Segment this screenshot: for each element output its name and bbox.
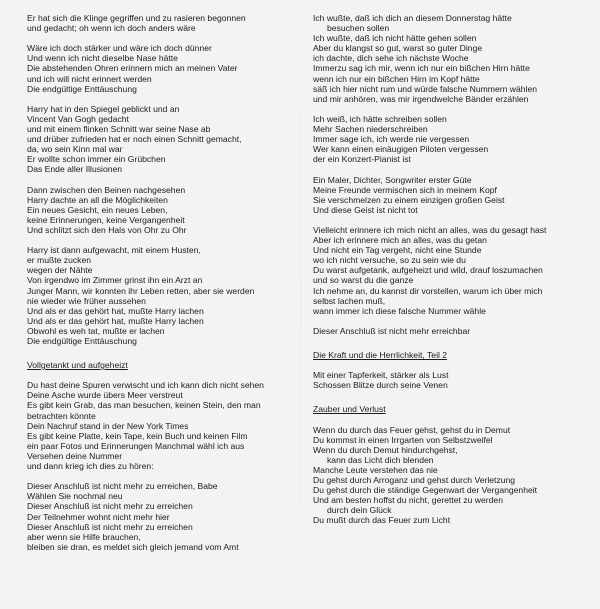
- verse-line: Die endgültige Enttäuschung: [27, 83, 137, 94]
- verse-line: wann immer ich diese falsche Nummer wähle: [313, 305, 486, 316]
- verse-line: Dieser Anschluß ist nicht mehr zu erreichen, Babe: [27, 481, 218, 492]
- verse-line: Mit einer Tapferkeit, stärker als Lust: [313, 370, 449, 381]
- verse-line: er mußte zucken: [27, 255, 91, 266]
- verse-line: Aber du klangst so gut, warst so guter Dinge: [313, 43, 483, 54]
- verse-line: Du gehst durch Arroganz und gehst durch Verletzung: [313, 475, 516, 486]
- section-body: [27, 380, 297, 552]
- verse-line: Die endgültige Enttäuschung: [27, 336, 137, 346]
- verse-line: Immerzu sag ich mir, wenn ich nur ein bißchen Hirn hätte: [313, 63, 530, 74]
- verse-line: Manche Leute verstehen das nie: [313, 464, 438, 475]
- verse-line: Es gibt keine Platte, kein Tape, kein Buch und keinen Film: [27, 430, 248, 441]
- verse-line: Wer kann einen einäugigen Piloten vergessen: [313, 144, 489, 155]
- left-column: [27, 13, 297, 552]
- verse-line: aber wenn sie Hilfe brauchen,: [27, 531, 141, 542]
- verse-line: und dann krieg ich dies zu hören:: [27, 461, 154, 472]
- verse-line: Dieser Anschluß ist nicht mehr erreichbar: [313, 325, 471, 336]
- verse-line: und so warst du die ganze: [313, 275, 414, 286]
- verse-line: Das Ende aller Illusionen: [27, 164, 123, 175]
- verse-line: Ein Maler, Dichter, Songwriter erster Güte: [313, 174, 472, 185]
- verse-line: Harry hat in den Spiegel geblickt und an: [27, 103, 180, 114]
- verse-line: Versehen deine Nummer: [27, 450, 123, 461]
- verse-line: und mir anhören, was mir irgendwelche Bänder erzählen: [313, 93, 529, 104]
- verse-line: Wäre ich doch stärker und wäre ich doch dünner: [27, 43, 212, 54]
- verse-line: Ich weiß, ich hätte schreiben sollen: [313, 113, 447, 124]
- verse-line: Der Teilnehmer wohnt nicht mehr hier: [27, 511, 170, 522]
- verse-line: Sie verschmelzen zu einem einzigen großen Geist: [313, 194, 505, 205]
- stanza: [313, 13, 588, 104]
- verse-line: und mit einem flinken Schnitt war seine Nase ab: [27, 124, 211, 135]
- verse-line: ich dachte, dich sehe ich nächste Woche: [313, 53, 469, 64]
- section-vollgetankt: [27, 360, 297, 552]
- poem-continuation: [313, 13, 588, 336]
- verse-line: und ich will nicht erinnert werden: [27, 73, 152, 84]
- verse-line: Wählen Sie nochmal neu: [27, 491, 123, 502]
- verse-line: Junger Mann, wir konnten ihr Leben retten, aber sie werden: [27, 285, 255, 296]
- verse-line: durch dein Glück: [327, 505, 392, 516]
- verse-line: Und schlitzt sich den Hals von Ohr zu Ohr: [27, 224, 187, 235]
- verse-line: wegen der Nähte: [27, 265, 93, 276]
- verse-line: Dein Nachruf stand in der New York Times: [27, 420, 189, 431]
- stanza: [27, 185, 297, 235]
- verse-line: wo ich nicht versuche, so zu sein wie du: [313, 255, 466, 266]
- verse-line: da, wo sein Kinn mal war: [27, 144, 123, 155]
- verse-line: betrachten könnte: [27, 410, 96, 421]
- section-body: [313, 425, 588, 526]
- verse-line: Dann zwischen den Beinen nachgesehen: [27, 184, 186, 195]
- verse-line: und gedacht; oh wenn ich doch anders wäre: [27, 23, 196, 34]
- verse-line: Ich wußte, daß ich nicht hätte gehen sollen: [313, 33, 477, 44]
- section-zauber: [313, 404, 588, 525]
- verse-line: Er hat sich die Klinge gegriffen und zu rasieren begonnen: [27, 13, 246, 23]
- stanza: [27, 380, 297, 471]
- verse-line: Du hast deine Spuren verwischt und ich kann dich nicht sehen: [27, 380, 264, 391]
- verse-line: Schossen Blitze durch seine Venen: [313, 380, 448, 391]
- verse-line: Und am besten hoffst du nicht, gerettet zu werden: [313, 495, 503, 506]
- verse-line: Obwohl es weh tat, mußte er lachen: [27, 325, 165, 336]
- verse-line: Harry dachte an all die Möglichkeiten: [27, 194, 168, 205]
- verse-line: Du warst aufgetank, aufgeheizt und wild, drauf loszumachen: [313, 265, 543, 276]
- verse-line: Die abstehenden Ohren erinnern mich an meinen Vater: [27, 63, 238, 74]
- verse-line: Wenn du durch Demut hindurchgehst,: [313, 444, 458, 455]
- section-kraft: [313, 350, 588, 390]
- verse-line: Wenn du durch das Feuer gehst, gehst du in Demut: [313, 424, 511, 435]
- stanza: [313, 225, 588, 316]
- stanza: [313, 425, 588, 526]
- verse-line: nie wieder wie früher aussehen: [27, 295, 146, 306]
- verse-line: der ein Konzert-Pianist ist: [313, 154, 411, 165]
- poem-harry: [27, 13, 297, 346]
- verse-line: Ich nehme an, du kannst dir vorstellen, warum ich über mich: [313, 285, 543, 296]
- verse-line: Er wollte schon immer ein Grübchen: [27, 154, 166, 165]
- verse-line: Und als er das gehört hat, mußte Harry lachen: [27, 315, 204, 326]
- verse-line: Vielleicht erinnere ich mich nicht an alles, was du gesagt hast: [313, 224, 547, 235]
- verse-line: Vincent Van Gogh gedacht: [27, 113, 129, 124]
- verse-line: kann das Licht dich blenden: [327, 454, 434, 465]
- verse-line: Aber ich erinnere mich an alles, was du getan: [313, 235, 487, 246]
- verse-line: Und wenn ich nicht dieselbe Nase hätte: [27, 53, 178, 64]
- stanza: [27, 43, 297, 93]
- verse-line: Es gibt kein Grab, das man besuchen, keinen Stein, den man: [27, 400, 261, 411]
- verse-line: Du gehst durch die ständige Gegenwart der Vergangenheit: [313, 485, 538, 496]
- stanza: [313, 114, 588, 164]
- stanza: [313, 326, 588, 336]
- stanza: [313, 370, 588, 390]
- section-title: Vollgetankt und aufgeheizt: [27, 360, 128, 371]
- stanza: [27, 104, 297, 175]
- section-title: Zauber und Verlust: [313, 404, 386, 415]
- verse-line: ein paar Fotos und Erinnerungen Manchmal wähl ich aus: [27, 440, 245, 451]
- page-fold: [300, 0, 301, 609]
- verse-line: besuchen sollen: [327, 23, 390, 34]
- verse-line: wenn ich nur ein bißchen Hirn im Kopf hätte: [313, 73, 480, 84]
- verse-line: Und nicht ein Tag vergeht, nicht eine Stunde: [313, 245, 482, 256]
- verse-line: säß ich hier nicht rum und würde falsche Nummern wählen: [313, 83, 538, 94]
- right-column: [313, 13, 588, 526]
- verse-line: Du mußt durch das Feuer zum Licht: [313, 515, 451, 526]
- verse-line: Ich wußte, daß ich dich an diesem Donnerstag hätte: [313, 13, 512, 23]
- verse-line: Ein neues Gesicht, ein neues Leben,: [27, 204, 168, 215]
- stanza: [27, 481, 297, 552]
- verse-line: Und als er das gehört hat, mußte Harry lachen: [27, 305, 204, 316]
- verse-line: Dieser Anschluß ist nicht mehr zu erreichen: [27, 521, 193, 532]
- verse-line: und drüber zufrieden hat er noch einen Schnitt gemacht,: [27, 134, 242, 145]
- verse-line: Mehr Sachen niederschreiben: [313, 124, 428, 135]
- verse-line: Dieser Anschluß ist nicht mehr zu erreichen: [27, 501, 193, 512]
- section-body: [313, 370, 588, 390]
- section-title: Die Kraft und die Herrlichkeit, Teil 2: [313, 350, 448, 360]
- verse-line: Du kommst in einen Irrgarten von Selbstzweifel: [313, 434, 493, 445]
- stanza: [27, 13, 297, 33]
- verse-line: Immer sage ich, ich werde nie vergessen: [313, 134, 470, 145]
- verse-line: selbst lachen muß,: [313, 295, 386, 306]
- verse-line: Und diese Geist ist nicht tot: [313, 204, 418, 215]
- verse-line: Meine Freunde vermischen sich in meinem Kopf: [313, 184, 497, 195]
- verse-line: keine Erinnerungen, keine Vergangenheit: [27, 214, 185, 225]
- verse-line: Von irgendwo im Zimmer grinst ihn ein Arzt an: [27, 275, 203, 286]
- verse-line: Harry ist dann aufgewacht, mit einem Husten,: [27, 245, 201, 256]
- stanza: [313, 175, 588, 215]
- stanza: [27, 245, 297, 346]
- verse-line: Deine Asche wurde übers Meer verstreut: [27, 390, 183, 401]
- verse-line: bleiben sie dran, es meldet sich gleich jemand vom Amt: [27, 541, 239, 552]
